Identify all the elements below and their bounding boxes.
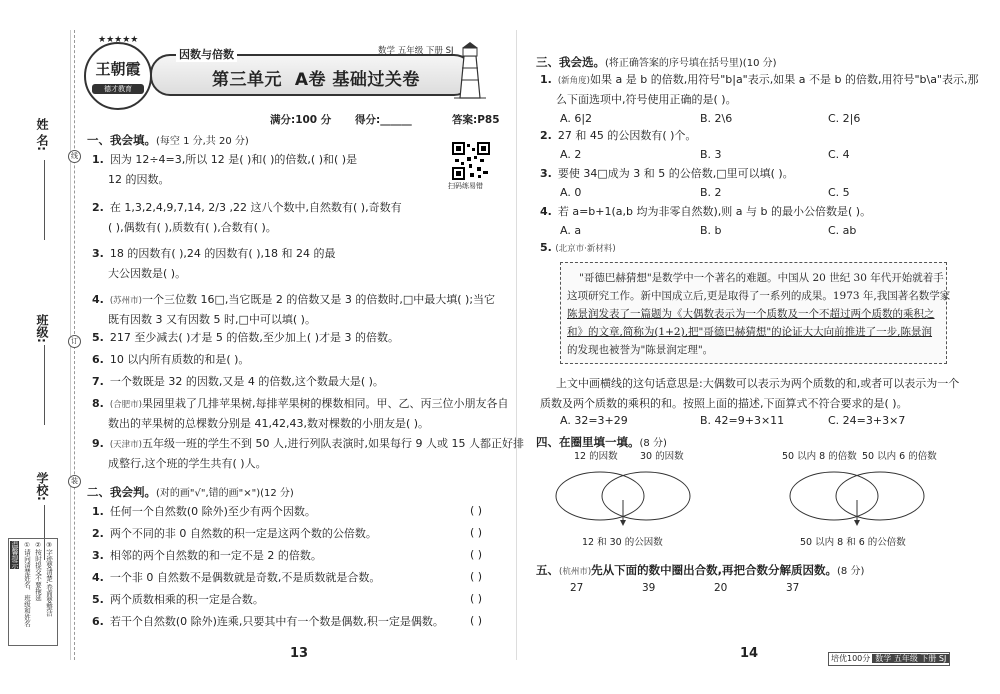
publisher-logo: [84, 35, 152, 110]
passage-line: 这项研究工作。新中国成立后,更是取得了一系列的成果。1973 年,我国著名数学家: [567, 290, 951, 302]
name-line[interactable]: [44, 160, 45, 240]
part1-q4-text: 一个三位数 16□,当它既是 2 的倍数又是 3 的倍数时,□中最大填( );当它: [141, 293, 496, 306]
page-number-left: 13: [290, 646, 309, 661]
part3-q1-line: [540, 72, 979, 89]
part2-q3-answer[interactable]: ( ): [470, 548, 483, 561]
part1-q2-text: 在 1,3,2,4,9,7,14, 2/3 ,22 这八个数中,自然数有( ),奇数有: [109, 201, 402, 214]
part2-note: (对的画"√",错的画"×")(12 分): [156, 488, 294, 499]
part1-q3-line: [108, 266, 186, 281]
part3-q1-option[interactable]: A. 6|2: [560, 112, 593, 125]
part3-q4-option[interactable]: C. ab: [828, 224, 857, 237]
part3-q5-option[interactable]: A. 32=3+29: [560, 414, 628, 427]
lighthouse-icon: [452, 42, 488, 100]
class-line[interactable]: [44, 345, 45, 425]
binding-strip: [0, 0, 82, 694]
part1-q7-number: 7.: [92, 375, 104, 388]
cut-mark-line: 线: [68, 150, 81, 163]
part1-q2-number: 2.: [92, 201, 104, 214]
part2-q1: [92, 504, 316, 519]
part3-q1-tag: (新角度): [557, 76, 590, 86]
passage-line: 和》的文章,简称为(1+2),把"哥德巴赫猜想"的论证大大向前推进了一步,陈景润: [567, 326, 933, 338]
part3-q2-number: 2.: [540, 129, 552, 142]
part3-q4-option[interactable]: B. b: [700, 224, 722, 237]
part1-q2-text: ( ),偶数有( ),质数有( ),合数有( )。: [108, 221, 277, 234]
part2-title-text: 二、我会判。: [87, 485, 156, 499]
part5-title-text: 五、: [536, 563, 559, 577]
part2-q1-answer[interactable]: ( ): [470, 504, 483, 517]
part1-q3-line: [92, 246, 335, 261]
part1-q5-text: 217 至少减去( )才是 5 的倍数,至少加上( )才是 3 的倍数。: [109, 331, 399, 344]
part3-q5-option[interactable]: C. 24=3+3×7: [828, 414, 906, 427]
part3-note: (将正确答案的序号填在括号里)(10 分): [605, 58, 777, 69]
part3-q3-number: 3.: [540, 167, 552, 180]
part2-title: [87, 484, 294, 500]
footer-info: 数学 五年级 下册 SJ: [872, 654, 949, 663]
venn2-right-circle[interactable]: [836, 472, 924, 520]
part3-q2-option[interactable]: B. 3: [700, 148, 722, 161]
cut-mark-bind: 订: [68, 335, 81, 348]
subject-info: 数学 五年级 下册 SJ: [378, 46, 454, 56]
part2-q6-number: 6.: [92, 615, 104, 628]
part2-q6-text: 若干个自然数(0 除外)连乘,只要其中有一个数是偶数,积一定是偶数。: [109, 615, 444, 628]
part2-q6-answer[interactable]: ( ): [470, 614, 483, 627]
part3-q3-option[interactable]: A. 0: [560, 186, 582, 199]
part2-q2-answer[interactable]: ( ): [470, 526, 483, 539]
part1-q6-text: 10 以内所有质数的和是( )。: [109, 353, 250, 366]
part3-q1-option[interactable]: B. 2\6: [700, 112, 733, 125]
part1-q5-number: 5.: [92, 331, 104, 344]
part4-title-text: 四、在圈里填一填。: [536, 435, 640, 449]
part3-q1-text: 如果 a 是 b 的倍数,用符号"b|a"表示,如果 a 不是 b 的倍数,用符号"b\a"表示,那: [589, 73, 979, 86]
tip-3: ③字迹要清楚,卷面要整洁: [45, 541, 53, 617]
part1-q4-line: [108, 312, 316, 327]
part1-q8-text: 果园里栽了几排苹果树,每排苹果树的棵数相同。甲、乙、丙三位小朋友各自: [141, 397, 509, 410]
answer-ref: 答案:P85: [452, 114, 500, 126]
tip-1: ①请向清楚姓名、班级和姓名: [23, 541, 31, 627]
part1-q9-text: 五年级一班的学生不到 50 人,进行列队表演时,如果每行 9 人或 15 人都正好排: [141, 437, 524, 450]
part5-text: 先从下面的数中圈出合数,再把合数分解质因数。: [591, 563, 838, 577]
part2-q1-number: 1.: [92, 505, 104, 518]
cut-mark-fix: 装: [68, 475, 81, 488]
venn1-left-circle[interactable]: [556, 472, 644, 520]
part1-q8-number: 8.: [92, 397, 104, 410]
part1-q9-text: 成整行,这个班的学生共有( )人。: [108, 457, 267, 470]
part3-q3-line: [540, 166, 794, 181]
part2-q2: [92, 526, 377, 541]
part5-number[interactable]: 37: [786, 582, 800, 594]
part3-q3-option[interactable]: B. 2: [700, 186, 722, 199]
passage-line: 的发现也被誉为"陈景润定理"。: [567, 344, 714, 356]
page-number-right: 14: [740, 646, 759, 661]
name-label: 姓 名:: [35, 118, 49, 151]
part1-title-text: 一、我会填。: [87, 133, 156, 147]
part5-tag: (杭州市): [559, 567, 592, 577]
part2-q1-text: 任何一个自然数(0 除外)至少有两个因数。: [109, 505, 316, 518]
part3-q5-tag: (北京市·新材料): [555, 244, 616, 254]
part3-q3-text: 要使 34□成为 3 和 5 的公倍数,□里可以填( )。: [557, 167, 794, 180]
school-label: 学校:: [35, 472, 49, 501]
part3-q5: [540, 240, 616, 257]
part2-q5-answer[interactable]: ( ): [470, 592, 483, 605]
part2-q5: [92, 592, 264, 607]
part3-q2-text: 27 和 45 的公因数有( )个。: [557, 129, 697, 142]
footer-badge: [828, 652, 950, 666]
part3-title: [536, 54, 777, 70]
part2-q5-number: 5.: [92, 593, 104, 606]
venn-diagram-2[interactable]: [782, 460, 932, 526]
part1-q5-line: [92, 330, 399, 345]
part2-q4-answer[interactable]: ( ): [470, 570, 483, 583]
topic-label: 因数与倍数: [176, 46, 237, 62]
part3-q2-option[interactable]: A. 2: [560, 148, 582, 161]
part1-q1-text: 因为 12÷4=3,所以 12 是( )和( )的倍数,( )和( )是: [109, 153, 358, 166]
part1-q1-line: [92, 152, 357, 167]
class-label: 班级:: [35, 314, 49, 343]
part2-q4-text: 一个非 0 自然数不是偶数就是奇数,不是质数就是合数。: [109, 571, 381, 584]
venn2-bottom-label: 50 以内 8 和 6 的公倍数: [800, 537, 906, 548]
qr-caption: 扫码练易错: [448, 182, 483, 190]
part5-number[interactable]: 39: [642, 582, 656, 594]
part1-q7-text: 一个数既是 32 的因数,又是 4 的倍数,这个数最大是( )。: [109, 375, 384, 388]
part5-title: [536, 562, 864, 578]
part3-q3-option[interactable]: C. 5: [828, 186, 850, 199]
part1-q4-tag: (苏州市): [109, 296, 142, 306]
part1-q9-number: 9.: [92, 437, 104, 450]
part3-q2-line: [540, 128, 696, 143]
part1-q6-number: 6.: [92, 353, 104, 366]
venn-diagram-1[interactable]: [548, 460, 698, 526]
venn2-right-label: 50 以内 6 的倍数: [862, 451, 937, 462]
part1-q2-line: [108, 220, 277, 235]
part5-note: (8 分): [837, 566, 865, 577]
part1-q8-tag: (合肥市): [109, 400, 142, 410]
part1-q1-text: 12 的因数。: [108, 173, 170, 186]
part1-q7-line: [92, 374, 384, 389]
footer-brand: 培优100分: [831, 654, 871, 663]
part3-q1-number: 1.: [540, 73, 552, 86]
venn1-left-label: 12 的因数: [574, 451, 618, 462]
part1-q3-number: 3.: [92, 247, 104, 260]
unit-title: 第三单元 A卷 基础过关卷: [212, 70, 420, 90]
part2-q3-text: 相邻的两个自然数的和一定不是 2 的倍数。: [109, 549, 322, 562]
part3-q5-text: 质数及两个质数的乘积的和。按照上面的描述,下面算式不符合要求的是( )。: [540, 397, 908, 410]
part1-q3-text: 18 的因数有( ),24 的因数有( ),18 和 24 的最: [109, 247, 336, 260]
venn1-bottom-label: 12 和 30 的公因数: [582, 537, 663, 548]
passage-line: "哥德巴赫猜想"是数学中一个著名的难题。中国从 20 世纪 30 年代开始就着手: [579, 272, 944, 284]
part1-q8-line: [92, 396, 508, 413]
logo-crown: ★★★★★: [98, 35, 139, 45]
part1-q6-line: [92, 352, 249, 367]
part1-note: (每空 1 分,共 20 分): [156, 136, 249, 147]
part1-q4-line: [92, 292, 495, 309]
part4-note: (8 分): [639, 438, 667, 449]
logo-sub: 德才教育: [92, 84, 144, 94]
venn2-left-label: 50 以内 8 的倍数: [782, 451, 857, 462]
part1-q4-number: 4.: [92, 293, 104, 306]
part1-q1-number: 1.: [92, 153, 104, 166]
part2-q5-text: 两个质数相乘的积一定是合数。: [109, 593, 264, 606]
page-divider: [516, 30, 517, 660]
tips-box: [8, 538, 58, 646]
venn1-right-circle[interactable]: [602, 472, 690, 520]
part2-q3: [92, 548, 322, 563]
part3-q4-number: 4.: [540, 205, 552, 218]
tips-title: 温馨提示: [11, 541, 19, 569]
part1-q3-text: 大公因数是( )。: [108, 267, 187, 280]
part3-q4-option[interactable]: A. a: [560, 224, 582, 237]
part2-q2-number: 2.: [92, 527, 104, 540]
qr-code-icon[interactable]: [452, 142, 490, 180]
part2-q4: [92, 570, 380, 585]
venn2-left-circle[interactable]: [790, 472, 878, 520]
part2-q6: [92, 614, 444, 629]
part1-q2-line: [92, 200, 402, 215]
venn1-right-label: 30 的因数: [640, 451, 684, 462]
part1-q8-text: 数出的苹果树的总棵数分别是 41,42,43,数对棵数的小朋友是( )。: [108, 417, 430, 430]
part3-q4-line: [540, 204, 871, 219]
part2-q2-text: 两个不同的非 0 自然数的积一定是这两个数的公倍数。: [109, 527, 377, 540]
part3-q1-option[interactable]: C. 2|6: [828, 112, 861, 125]
part2-q3-number: 3.: [92, 549, 104, 562]
part5-number[interactable]: 20: [714, 582, 728, 594]
part1-q8-line: [108, 416, 429, 431]
part1-q9-line: [92, 436, 524, 453]
part3-q5-number: 5.: [540, 241, 552, 254]
part1-q9-line: [108, 456, 267, 471]
logo-text: 王朝霞: [95, 60, 141, 78]
score-field[interactable]: 得分:______: [355, 114, 412, 126]
part3-q2-option[interactable]: C. 4: [828, 148, 850, 161]
part3-q5-text: 上文中画横线的这句话意思是:大偶数可以表示为两个质数的和,或者可以表示为一个: [556, 377, 960, 390]
part3-q5-option[interactable]: B. 42=9+3×11: [700, 414, 785, 427]
part1-title: [87, 132, 249, 148]
passage-box: [560, 262, 951, 364]
part5-number[interactable]: 27: [570, 582, 584, 594]
part2-q4-number: 4.: [92, 571, 104, 584]
part1-q9-tag: (天津市): [109, 440, 142, 450]
part3-q4-text: 若 a=b+1(a,b 均为非零自然数),则 a 与 b 的最小公倍数是( )。: [557, 205, 872, 218]
full-score: 满分:100 分: [270, 114, 332, 126]
part3-title-text: 三、我会选。: [536, 55, 605, 69]
part3-q1-line: [556, 92, 737, 107]
part3-q1-text: 么下面选项中,符号使用正确的是( )。: [556, 93, 737, 106]
part1-q1-line: [108, 172, 170, 187]
part1-q4-text: 既有因数 3 又有因数 5 时,□中可以填( )。: [108, 313, 316, 326]
passage-line: 陈景润发表了一篇题为《大偶数表示为一个质数及一个不超过两个质数的乘积之: [567, 308, 935, 320]
tip-2: ②按时提交不要拖延: [34, 541, 42, 601]
